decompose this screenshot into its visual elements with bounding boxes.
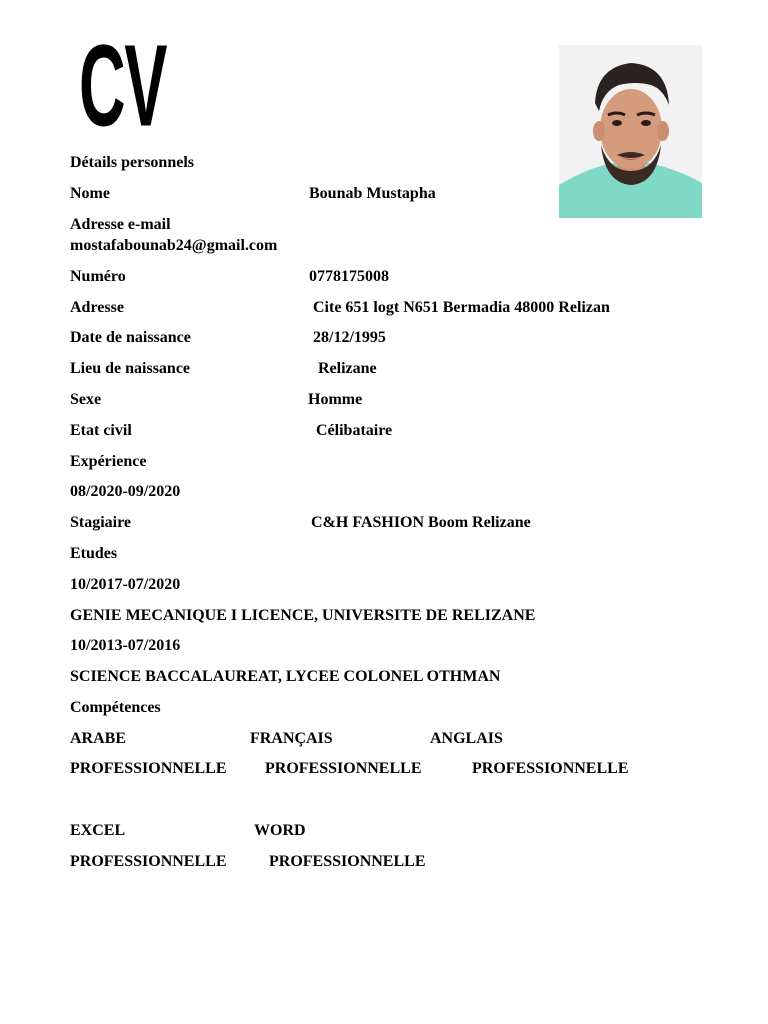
phone-label: Numéro <box>70 268 126 285</box>
skill-name: WORD <box>254 822 306 839</box>
skill-name: EXCEL <box>70 822 126 839</box>
status-value: Célibataire <box>316 422 393 439</box>
address-value: Cite 651 logt N651 Bermadia 48000 Relizan <box>313 299 610 316</box>
skill-name: ARABE <box>70 730 127 747</box>
pob-value: Relizane <box>318 360 377 377</box>
cv-title: CV <box>79 21 167 152</box>
sex-value: Homme <box>308 391 363 408</box>
address-label: Adresse <box>70 299 124 316</box>
dob-label: Date de naissance <box>70 329 191 346</box>
experience-dates: 08/2020-09/2020 <box>70 483 181 500</box>
skill-level: PROFESSIONNELLE <box>269 853 426 870</box>
profile-photo <box>559 45 702 218</box>
section-personal-title: Détails personnels <box>70 154 194 171</box>
study-detail: SCIENCE BACCALAUREAT, LYCEE COLONEL OTHMAN <box>70 668 501 685</box>
section-skills-title: Compétences <box>70 699 161 716</box>
name-label: Nome <box>70 185 110 202</box>
skill-level: PROFESSIONNELLE <box>265 760 422 777</box>
portrait-illustration <box>559 45 702 218</box>
skill-level: PROFESSIONNELLE <box>70 760 227 777</box>
experience-company: C&H FASHION Boom Relizane <box>311 514 531 531</box>
skill-level: PROFESSIONNELLE <box>472 760 629 777</box>
skill-name: FRANÇAIS <box>250 730 333 747</box>
status-label: Etat civil <box>70 422 132 439</box>
email-label: Adresse e-mail <box>70 216 171 233</box>
email-value: mostafabounab24@gmail.com <box>70 237 278 254</box>
sex-label: Sexe <box>70 391 102 408</box>
section-experience-title: Expérience <box>70 453 147 470</box>
skill-level: PROFESSIONNELLE <box>70 853 227 870</box>
phone-value: 0778175008 <box>309 268 389 285</box>
study-detail: GENIE MECANIQUE I LICENCE, UNIVERSITE DE RELIZANE <box>70 607 536 624</box>
study-dates: 10/2013-07/2016 <box>70 637 181 654</box>
dob-value: 28/12/1995 <box>313 329 386 346</box>
section-studies-title: Etudes <box>70 545 118 562</box>
name-value: Bounab Mustapha <box>309 185 436 202</box>
skill-name: ANGLAIS <box>430 730 503 747</box>
pob-label: Lieu de naissance <box>70 360 191 377</box>
study-dates: 10/2017-07/2020 <box>70 576 181 593</box>
experience-role: Stagiaire <box>70 514 132 531</box>
